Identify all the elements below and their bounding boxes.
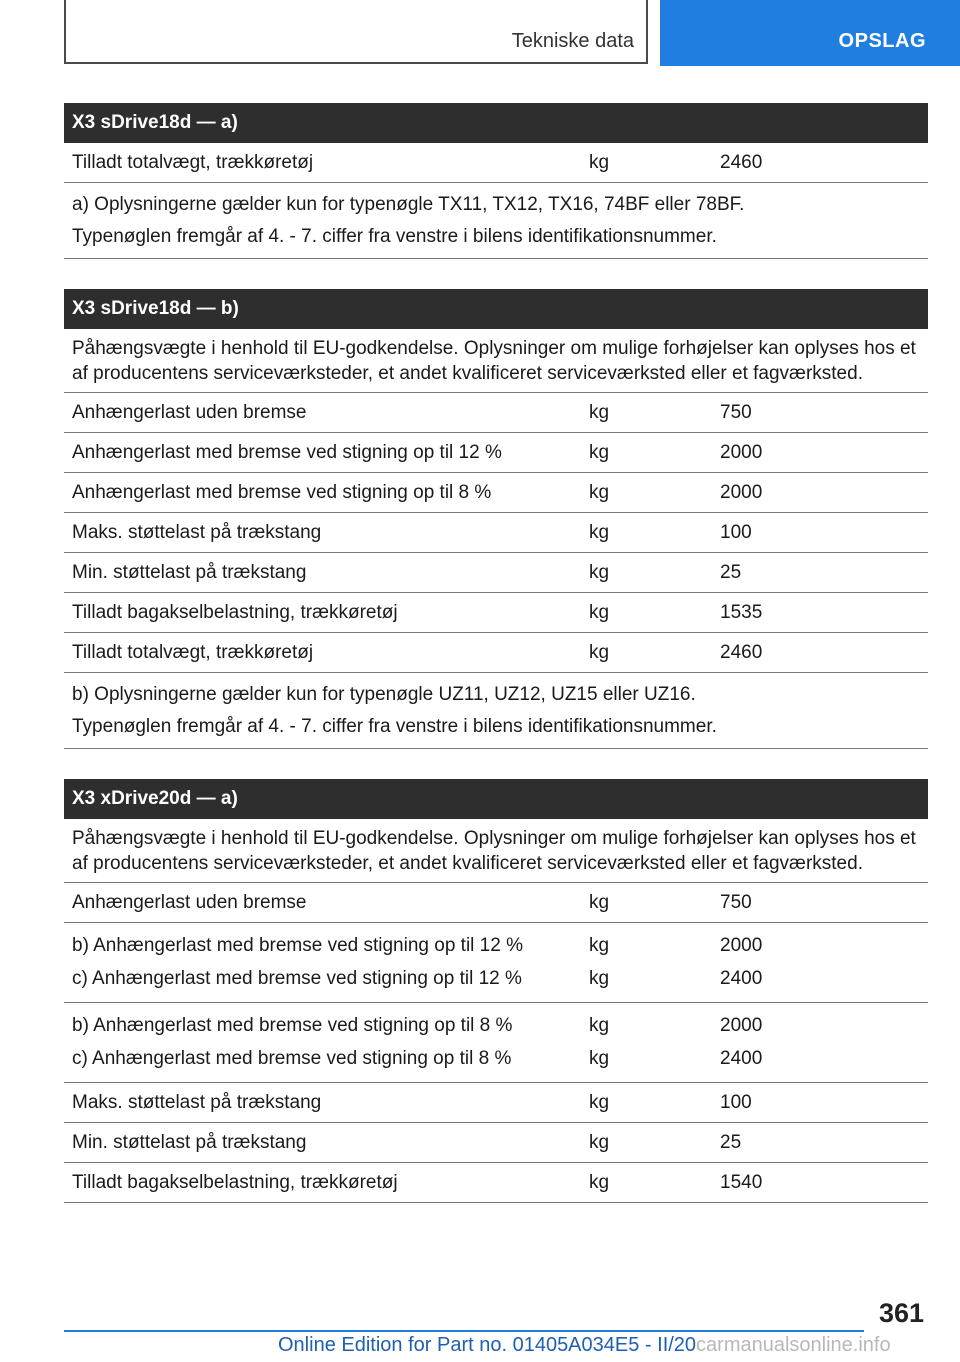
row-value: 1540 [720,1172,763,1193]
row-value-cell [712,929,928,995]
row-value-cell [712,1009,928,1075]
row-label: c) Anhængerlast med bremse ved stigning op til 12 % [72,968,522,989]
row-unit: kg [589,152,610,173]
section-intro: Påhængsvægte i henhold til EU-godkendelse. Oplysninger om mulige forhøjelser kan oplyses hos et af producentens serviceværksteder, et andet kvalificeret serviceværksted eller et fagværksted. [64,819,928,883]
row-value: 2460 [720,642,763,663]
row-unit: kg [589,892,610,913]
row-unit-cell [581,1009,712,1075]
footnote-line: Typenøglen fremgår af 4. - 7. ciffer fra venstre i bilens identifikationsnummer. [72,226,717,247]
table-row [64,923,928,1003]
tab-opslag-label: OPSLAG [838,30,926,52]
footnote-line: Typenøglen fremgår af 4. - 7. ciffer fra venstre i bilens identifikationsnummer. [72,716,717,737]
row-label-cell [64,1009,581,1075]
row-label: b) Anhængerlast med bremse ved stigning op til 12 % [72,935,523,956]
spec-section [64,289,928,749]
row-label: c) Anhængerlast med bremse ved stigning op til 8 % [72,1048,512,1069]
table-row [64,1083,928,1123]
table-row [64,1163,928,1203]
row-value: 1535 [720,602,763,623]
row-unit: kg [589,1132,610,1153]
table-row [64,553,928,593]
row-unit: kg [589,935,610,956]
footer-watermark: carmanualsonline.info [696,1334,891,1356]
row-unit: kg [589,402,610,423]
table-row [64,1123,928,1163]
row-unit: kg [589,522,610,543]
row-unit: kg [589,562,610,583]
tab-opslag[interactable] [660,0,960,66]
row-label-cell [64,929,581,995]
row-value: 2460 [720,152,763,173]
section-heading: X3 sDrive18d — b) [64,289,928,329]
row-unit: kg [589,642,610,663]
row-value: 2400 [720,968,763,989]
footer-edition: Online Edition for Part no. 01405A034E5 - II/20 [278,1334,697,1356]
row-unit: kg [589,1172,610,1193]
row-unit: kg [589,1015,610,1036]
row-label: Min. støttelast på trækstang [72,1132,307,1153]
row-value: 2000 [720,935,763,956]
row-label: Anhængerlast uden bremse [72,402,307,423]
table-row [64,473,928,513]
row-value: 750 [720,892,752,913]
row-label: Tilladt bagakselbelastning, trækkøretøj [72,602,398,623]
spec-section [64,103,928,259]
page-number: 361 [878,1298,924,1328]
table-row [64,433,928,473]
table-row [64,393,928,433]
row-label: Tilladt totalvægt, trækkøretøj [72,152,314,173]
section-intro: Påhængsvægte i henhold til EU-godkendelse. Oplysninger om mulige forhøjelser kan oplyses hos et af producentens serviceværksteder, et andet kvalificeret serviceværksted eller et fagværksted. [64,329,928,393]
row-value: 25 [720,562,742,583]
table-row [64,593,928,633]
row-unit: kg [589,1048,610,1069]
footer-rule [64,1330,864,1332]
header-box [64,0,648,64]
row-unit: kg [589,1092,610,1113]
row-unit: kg [589,968,610,989]
section-footnote [64,183,928,259]
row-label: Tilladt bagakselbelastning, trækkøretøj [72,1172,398,1193]
spec-content [64,103,928,1233]
footer-text [278,1334,891,1357]
row-label: b) Anhængerlast med bremse ved stigning op til 8 % [72,1015,513,1036]
row-unit: kg [589,482,610,503]
section-heading: X3 xDrive20d — a) [64,779,928,819]
row-value: 100 [720,1092,752,1113]
row-value: 25 [720,1132,742,1153]
row-value: 100 [720,522,752,543]
row-label: Anhængerlast uden bremse [72,892,307,913]
row-unit: kg [589,602,610,623]
row-value: 2000 [720,482,763,503]
table-row [64,1003,928,1083]
table-row [64,143,928,183]
row-value: 2400 [720,1048,763,1069]
row-label: Anhængerlast med bremse ved stigning op til 12 % [72,442,502,463]
spec-section [64,779,928,1203]
row-label: Maks. støttelast på trækstang [72,1092,322,1113]
header-title: Tekniske data [511,30,634,52]
row-value: 750 [720,402,752,423]
section-heading: X3 sDrive18d — a) [64,103,928,143]
row-value: 2000 [720,1015,763,1036]
table-row [64,633,928,673]
row-label: Anhængerlast med bremse ved stigning op til 8 % [72,482,492,503]
row-label: Tilladt totalvægt, trækkøretøj [72,642,314,663]
section-footnote [64,673,928,749]
row-label: Maks. støttelast på trækstang [72,522,322,543]
table-row [64,513,928,553]
row-unit-cell [581,929,712,995]
row-value: 2000 [720,442,763,463]
row-unit: kg [589,442,610,463]
table-row [64,883,928,923]
row-label: Min. støttelast på trækstang [72,562,307,583]
footnote-line: b) Oplysningerne gælder kun for typenøgle UZ11, UZ12, UZ15 eller UZ16. [72,684,696,705]
footnote-line: a) Oplysningerne gælder kun for typenøgle TX11, TX12, TX16, 74BF eller 78BF. [72,194,745,215]
